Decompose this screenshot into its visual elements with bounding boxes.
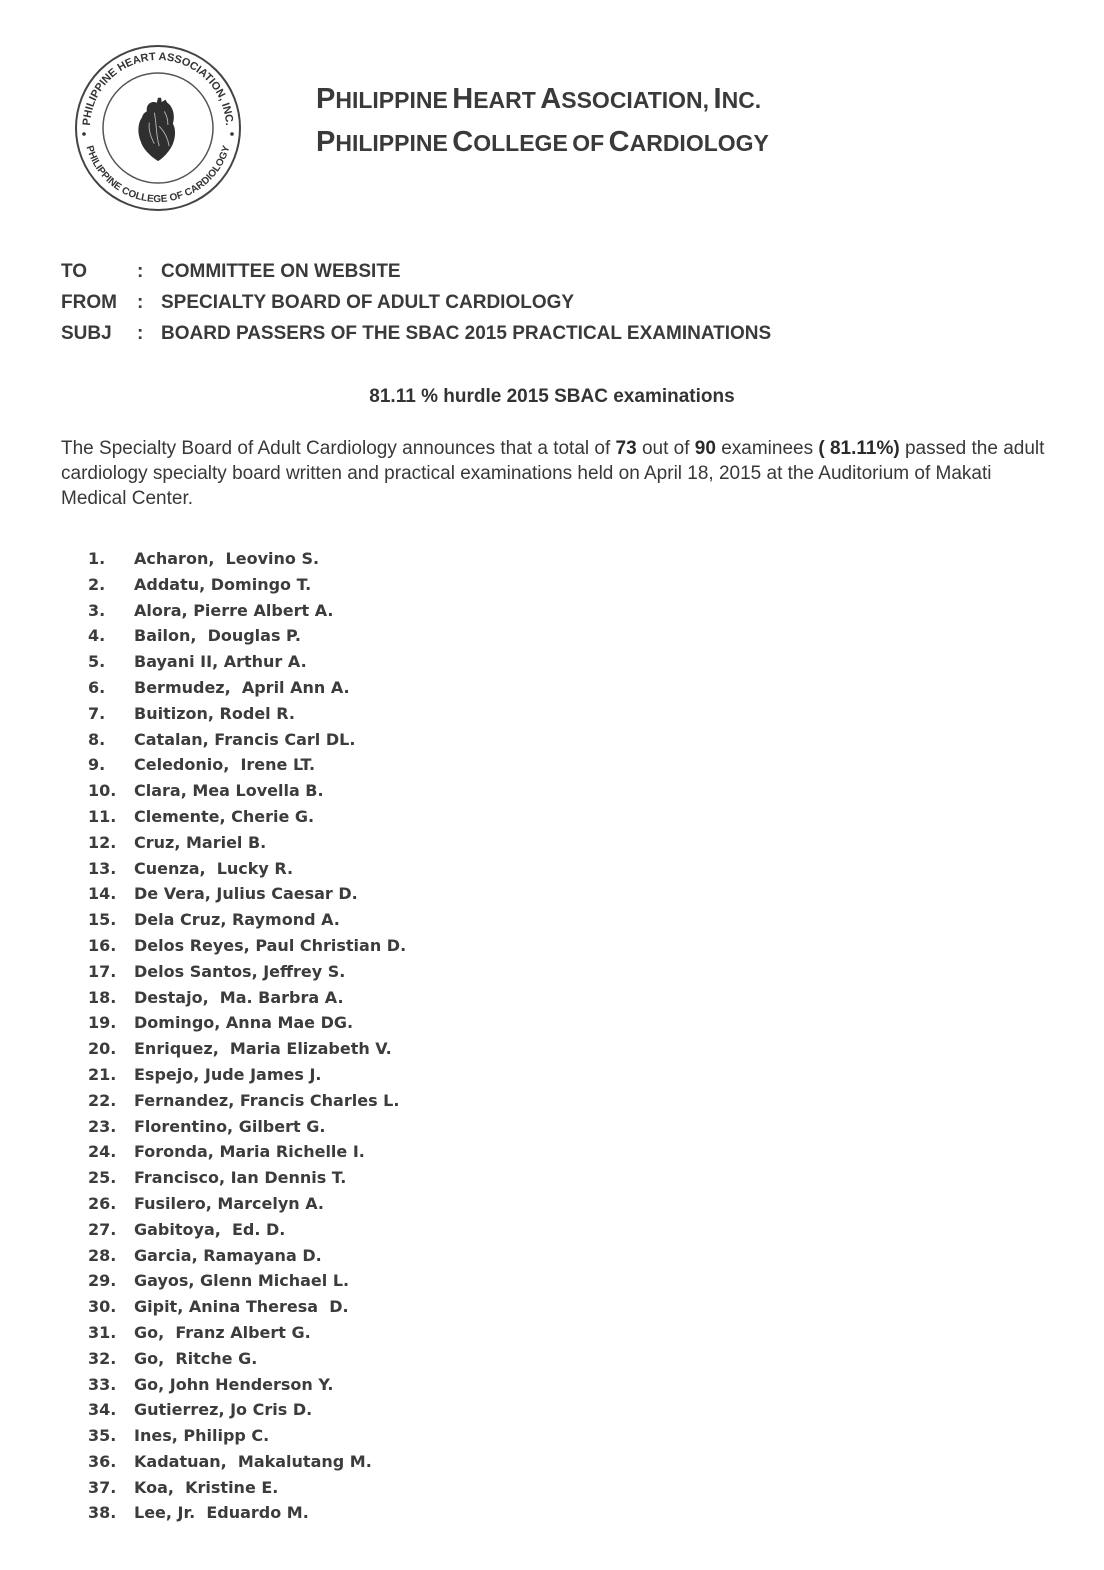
list-item <box>88 881 406 907</box>
list-item-number: 22. <box>88 1090 117 1110</box>
memo-subj-row <box>61 318 771 349</box>
to-label: TO <box>61 260 88 282</box>
list-item-number: 9. <box>88 755 106 775</box>
list-item-number: 25. <box>88 1168 117 1188</box>
list-item-number: 19. <box>88 1013 117 1033</box>
colon: : <box>137 291 144 313</box>
list-item-name: Garcia, Ramayana D. <box>134 1245 322 1265</box>
list-item <box>88 701 406 727</box>
list-item <box>88 907 406 933</box>
announcement-text: passed the adult cardiology specialty board written and practical examinations held on April 18, 2015 at the Auditorium of Makati Medical Center. <box>61 438 1045 509</box>
list-item-number: 30. <box>88 1297 117 1317</box>
list-item-name: Gipit, Anina Theresa D. <box>134 1297 349 1317</box>
list-item-name: Go, John Henderson Y. <box>134 1374 334 1394</box>
org-word: PHILIPPINE <box>316 126 448 158</box>
list-item <box>88 1010 406 1036</box>
list-item-number: 38. <box>88 1503 117 1523</box>
list-item-name: Foronda, Maria Richelle I. <box>134 1142 365 1162</box>
list-item-number: 23. <box>88 1116 117 1136</box>
list-item-name: Lee, Jr. Eduardo M. <box>134 1503 309 1523</box>
list-item <box>88 985 406 1011</box>
list-item <box>88 1217 406 1243</box>
colon: : <box>137 260 144 282</box>
list-item <box>88 546 406 572</box>
list-item-number: 14. <box>88 884 117 904</box>
heart-icon <box>138 98 175 161</box>
examinees-count: 90 <box>694 438 716 459</box>
list-item <box>88 1449 406 1475</box>
list-item-number: 10. <box>88 781 117 801</box>
list-item <box>88 856 406 882</box>
list-item <box>88 1165 406 1191</box>
list-item-name: Koa, Kristine E. <box>134 1477 279 1497</box>
list-item-name: Bailon, Douglas P. <box>134 626 301 646</box>
list-item <box>88 1139 406 1165</box>
list-item-number: 20. <box>88 1039 117 1059</box>
list-item-number: 27. <box>88 1219 117 1239</box>
org-word: PHILIPPINE <box>316 83 448 115</box>
list-item-name: Francisco, Ian Dennis T. <box>134 1168 347 1188</box>
list-item-name: Bermudez, April Ann A. <box>134 677 350 697</box>
from-value: SPECIALTY BOARD OF ADULT CARDIOLOGY <box>161 291 575 313</box>
list-item <box>88 598 406 624</box>
seal-inner-text: PHILIPPINE COLLEGE OF CARDIOLOGY <box>83 144 233 206</box>
list-item-name: Go, Franz Albert G. <box>134 1322 311 1342</box>
list-item-number: 13. <box>88 858 117 878</box>
list-item-name: Catalan, Francis Carl DL. <box>134 729 356 749</box>
list-item <box>88 1294 406 1320</box>
memo-header <box>61 256 771 349</box>
list-item-name: Go, Ritche G. <box>134 1348 258 1368</box>
list-item <box>88 752 406 778</box>
list-item <box>88 1372 406 1398</box>
list-item-number: 29. <box>88 1271 117 1291</box>
announcement-paragraph <box>61 436 1051 511</box>
list-item-name: Ines, Philipp C. <box>134 1426 270 1446</box>
list-item-name: Destajo, Ma. Barbra A. <box>134 987 344 1007</box>
list-item-number: 15. <box>88 910 117 930</box>
list-item-name: Bayani II, Arthur A. <box>134 652 307 672</box>
list-item-number: 12. <box>88 832 117 852</box>
list-item <box>88 778 406 804</box>
list-item-number: 6. <box>88 677 106 697</box>
list-item <box>88 1114 406 1140</box>
list-item <box>88 1500 406 1526</box>
list-item-number: 17. <box>88 961 117 981</box>
memo-to-row <box>61 256 771 287</box>
list-item-number: 3. <box>88 600 106 620</box>
list-item-name: Buitizon, Rodel R. <box>134 703 295 723</box>
passers-list <box>88 546 406 1526</box>
list-item <box>88 1397 406 1423</box>
list-item-number: 37. <box>88 1477 117 1497</box>
org-word: CARDIOLOGY <box>608 126 769 158</box>
list-item-name: De Vera, Julius Caesar D. <box>134 884 358 904</box>
list-item <box>88 1268 406 1294</box>
announcement-text: The Specialty Board of Adult Cardiology announces that a total of <box>61 438 616 459</box>
memo-from-row <box>61 287 771 318</box>
from-label: FROM <box>61 291 117 313</box>
list-item-number: 24. <box>88 1142 117 1162</box>
list-item-name: Fusilero, Marcelyn A. <box>134 1193 324 1213</box>
list-item-name: Addatu, Domingo T. <box>134 574 312 594</box>
list-item-name: Domingo, Anna Mae DG. <box>134 1013 354 1033</box>
announcement-text: examinees <box>715 438 819 459</box>
passers-count: 73 <box>615 438 637 459</box>
list-item-number: 5. <box>88 652 106 672</box>
list-item <box>88 933 406 959</box>
headline: 81.11 % hurdle 2015 SBAC examinations <box>369 386 735 407</box>
to-value: COMMITTEE ON WEBSITE <box>161 260 401 282</box>
list-item <box>88 1191 406 1217</box>
list-item-number: 33. <box>88 1374 117 1394</box>
list-item-name: Dela Cruz, Raymond A. <box>134 910 340 930</box>
list-item <box>88 804 406 830</box>
list-item <box>88 1475 406 1501</box>
list-item-name: Celedonio, Irene LT. <box>134 755 316 775</box>
list-item <box>88 649 406 675</box>
list-item <box>88 572 406 598</box>
list-item <box>88 1346 406 1372</box>
list-item-number: 4. <box>88 626 106 646</box>
list-item <box>88 1243 406 1269</box>
list-item-name: Acharon, Leovino S. <box>134 549 320 568</box>
organization-name <box>316 80 769 166</box>
list-item-name: Clemente, Cherie G. <box>134 806 315 826</box>
list-item-number: 18. <box>88 987 117 1007</box>
list-item-name: Enriquez, Maria Elizabeth V. <box>134 1039 392 1059</box>
announcement-text: out of <box>636 438 695 459</box>
list-item-number: 35. <box>88 1426 117 1446</box>
list-item-number: 36. <box>88 1451 117 1471</box>
list-item-number: 16. <box>88 935 117 955</box>
seal-outer-text: PHILIPPINE HEART ASSOCIATION, INC. <box>80 50 235 127</box>
list-item <box>88 959 406 985</box>
list-item-name: Gutierrez, Jo Cris D. <box>134 1400 313 1420</box>
list-item-name: Cuenza, Lucky R. <box>134 858 294 878</box>
list-item-name: Fernandez, Francis Charles L. <box>134 1090 400 1110</box>
org-word: COLLEGE <box>452 126 568 158</box>
list-item-number: 28. <box>88 1245 117 1265</box>
association-seal <box>74 44 242 212</box>
list-item-number: 32. <box>88 1348 117 1368</box>
org-line-2 <box>316 123 769 166</box>
list-item-name: Kadatuan, Makalutang M. <box>134 1451 372 1471</box>
list-item <box>88 623 406 649</box>
list-item-name: Florentino, Gilbert G. <box>134 1116 326 1136</box>
list-item <box>88 1062 406 1088</box>
list-item-name: Gayos, Glenn Michael L. <box>134 1271 350 1291</box>
list-item-number: 8. <box>88 729 106 749</box>
list-item-name: Delos Reyes, Paul Christian D. <box>134 935 407 955</box>
org-word: OF <box>572 130 605 156</box>
list-item <box>88 727 406 753</box>
colon: : <box>137 322 144 344</box>
org-line-1 <box>316 80 769 123</box>
list-item-number: 26. <box>88 1193 117 1213</box>
org-word: HEART <box>452 83 536 115</box>
list-item-name: Alora, Pierre Albert A. <box>134 600 334 620</box>
list-item <box>88 675 406 701</box>
list-item-number: 34. <box>88 1400 117 1420</box>
list-item-number: 7. <box>88 703 106 723</box>
list-item-name: Delos Santos, Jeffrey S. <box>134 961 346 981</box>
list-item-number: 11. <box>88 806 117 826</box>
passing-rate: ( 81.11%) <box>818 438 900 459</box>
list-item-number: 31. <box>88 1322 117 1342</box>
list-item <box>88 1036 406 1062</box>
list-item-number: 1. <box>88 549 106 568</box>
list-item-number: 2. <box>88 574 106 594</box>
list-item <box>88 830 406 856</box>
list-item <box>88 1423 406 1449</box>
list-item <box>88 1088 406 1114</box>
subj-value: BOARD PASSERS OF THE SBAC 2015 PRACTICAL EXAMINATIONS <box>161 322 772 344</box>
list-item-name: Cruz, Mariel B. <box>134 832 267 852</box>
org-word: ASSOCIATION, <box>540 83 710 115</box>
list-item-name: Gabitoya, Ed. D. <box>134 1219 286 1239</box>
list-item-name: Clara, Mea Lovella B. <box>134 781 324 801</box>
list-item-number: 21. <box>88 1064 117 1084</box>
list-item-name: Espejo, Jude James J. <box>134 1064 322 1084</box>
org-word: INC. <box>713 83 762 115</box>
subj-label: SUBJ <box>61 322 112 344</box>
list-item <box>88 1320 406 1346</box>
